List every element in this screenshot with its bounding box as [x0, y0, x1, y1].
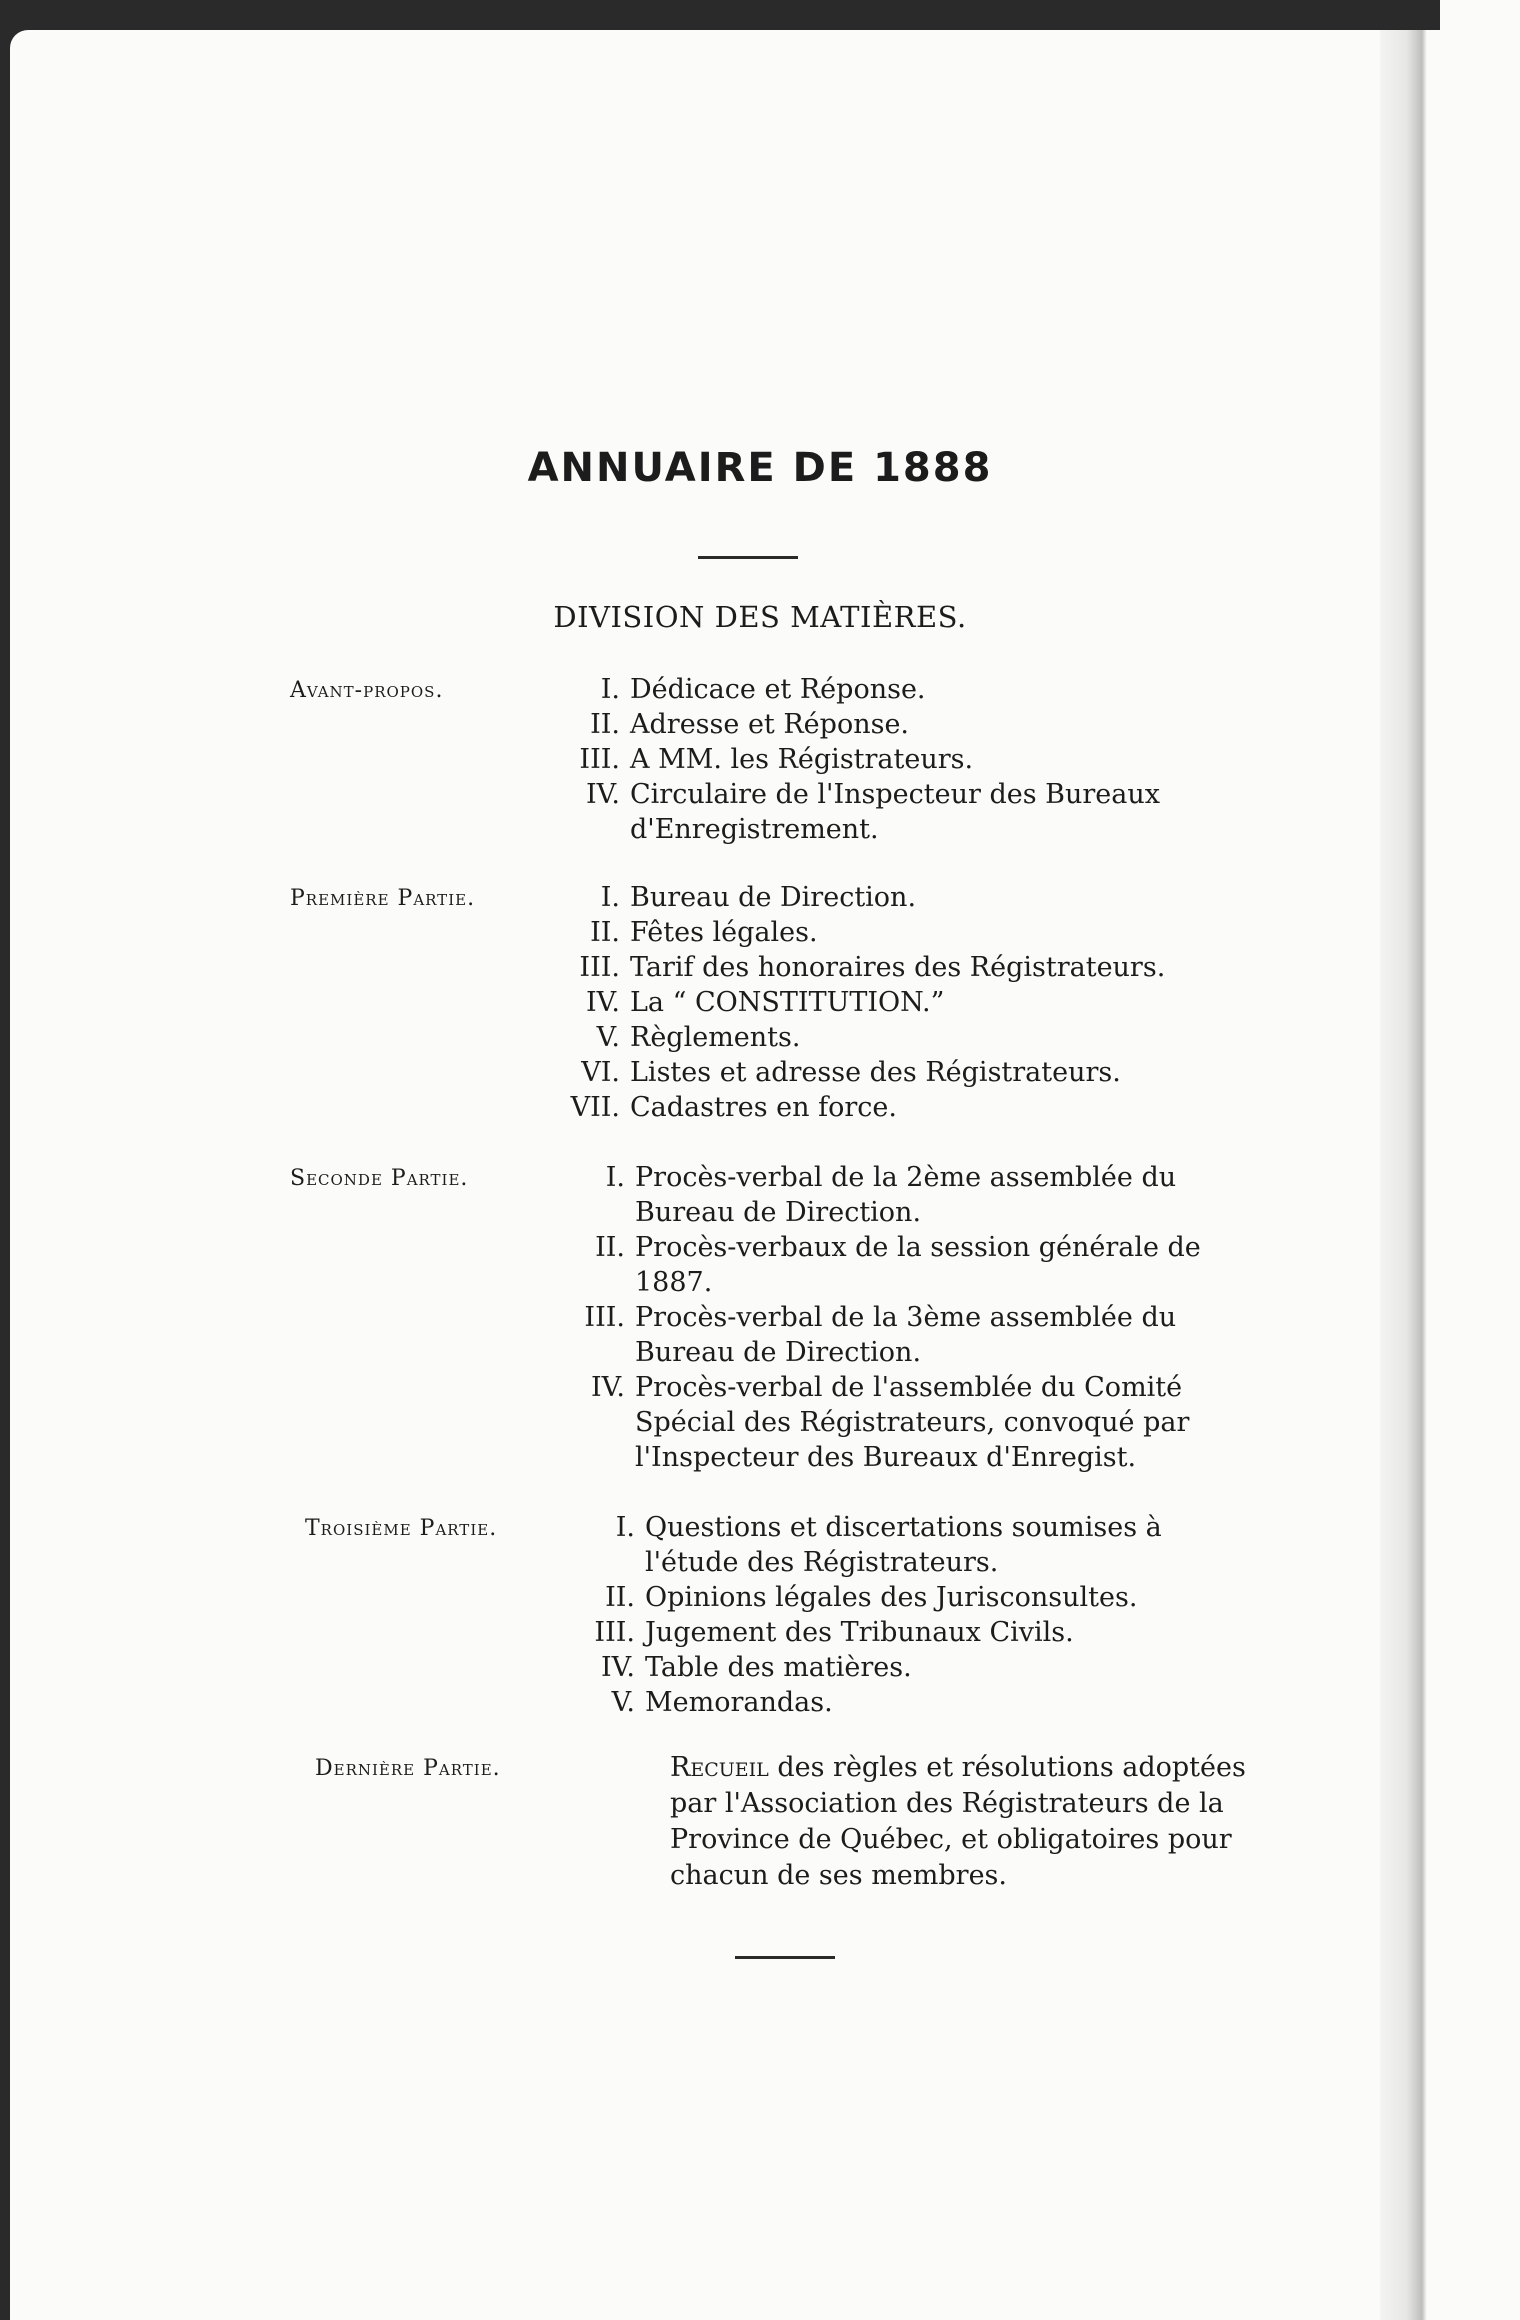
entry-text: Jugement des Tribunaux Civils.: [645, 1617, 1074, 1648]
entry-number: I.: [605, 1162, 625, 1193]
entry-number: V.: [611, 1687, 635, 1718]
entry-text: Opinions légales des Jurisconsultes.: [645, 1582, 1138, 1613]
list-item: [545, 1160, 1245, 1230]
entry-text: Tarif des honoraires des Régistrateurs.: [630, 952, 1166, 983]
entry-text: Procès-verbaux de la session générale de 1887.: [635, 1232, 1201, 1298]
entry-text: Table des matières.: [645, 1652, 912, 1683]
entry-text: Procès-verbal de la 3ème assemblée du Bureau de Direction.: [635, 1302, 1177, 1368]
list-item: [545, 1300, 1245, 1370]
entry-text: Fêtes légales.: [630, 917, 818, 948]
entry-text: [670, 1750, 1260, 1894]
section-label: Troisième Partie.: [305, 1516, 498, 1541]
list-item: [540, 1020, 1240, 1055]
entry-number: V.: [596, 1022, 620, 1053]
entry-text: La “ CONSTITUTION.”: [630, 987, 945, 1018]
entry-number: III.: [579, 952, 620, 983]
entry-number: II.: [605, 1582, 635, 1613]
entry-number: IV.: [585, 987, 620, 1018]
list-item: [540, 915, 1240, 950]
list-item: [540, 672, 1240, 707]
list-item: [545, 1230, 1245, 1300]
list-item: [545, 1370, 1245, 1475]
entry-number: I.: [600, 882, 620, 913]
list-item: [540, 777, 1240, 847]
list-item: [555, 1580, 1255, 1615]
title-rule: [698, 556, 798, 559]
document-title: ANNUAIRE DE 1888: [527, 445, 993, 491]
background-sheet: [1440, 0, 1520, 2320]
entry-text: Règlements.: [630, 1022, 801, 1053]
page-edge: [1380, 30, 1440, 2320]
entry-number: IV.: [590, 1372, 625, 1403]
entry-text: A MM. les Régistrateurs.: [630, 744, 974, 775]
list-item: [555, 1685, 1255, 1720]
list-item: [540, 707, 1240, 742]
section-label: Seconde Partie.: [290, 1166, 469, 1191]
list-item: [555, 1510, 1255, 1580]
list-item: [555, 1615, 1255, 1650]
list-item: [540, 880, 1240, 915]
list-item: [540, 950, 1240, 985]
document-subtitle: DIVISION DES MATIÈRES.: [553, 600, 967, 634]
entry-number: IV.: [585, 779, 620, 810]
entry-number: II.: [595, 1232, 625, 1263]
entry-number: IV.: [600, 1652, 635, 1683]
entry-number: II.: [590, 709, 620, 740]
entry-text: Circulaire de l'Inspecteur des Bureaux d'Enregistrement.: [630, 779, 1160, 845]
entry-number: III.: [594, 1617, 635, 1648]
entry-text: Listes et adresse des Régistrateurs.: [630, 1057, 1121, 1088]
section-label: Avant-propos.: [290, 678, 444, 703]
entry-number: I.: [615, 1512, 635, 1543]
closing-rule: [735, 1956, 835, 1959]
entry-text: Dédicace et Réponse.: [630, 674, 926, 705]
entry-text: Adresse et Réponse.: [630, 709, 910, 740]
list-item: [555, 1650, 1255, 1685]
entry-number: VII.: [570, 1092, 620, 1123]
entry-number: II.: [590, 917, 620, 948]
entry-number: III.: [579, 744, 620, 775]
entry-text: Procès-verbal de la 2ème assemblée du Bureau de Direction.: [635, 1162, 1177, 1228]
entry-number: III.: [584, 1302, 625, 1333]
section-label: Première Partie.: [290, 886, 476, 911]
list-item: [540, 742, 1240, 777]
entry-text: Questions et discertations soumises à l'étude des Régistrateurs.: [645, 1512, 1162, 1578]
entry-text: Bureau de Direction.: [630, 882, 917, 913]
list-item: [540, 1055, 1240, 1090]
entry-number: VI.: [581, 1057, 620, 1088]
recueil-word: Recueil: [670, 1752, 769, 1783]
entry-text: Cadastres en force.: [630, 1092, 897, 1123]
entry-text: Procès-verbal de l'assemblée du Comité Spécial des Régistrateurs, convoqué par l'Inspecteur des Bureaux d'Enregist.: [635, 1372, 1190, 1473]
entry-text: Memorandas.: [645, 1687, 833, 1718]
section-label: Dernière Partie.: [315, 1756, 501, 1781]
list-item: [540, 1090, 1240, 1125]
list-item: [540, 985, 1240, 1020]
entry-number: I.: [600, 674, 620, 705]
recueil-description: des règles et résolutions adoptées par l'Association des Régistrateurs de la Province de Québec, et obligatoires pour chacun de ses membres.: [670, 1752, 1246, 1891]
